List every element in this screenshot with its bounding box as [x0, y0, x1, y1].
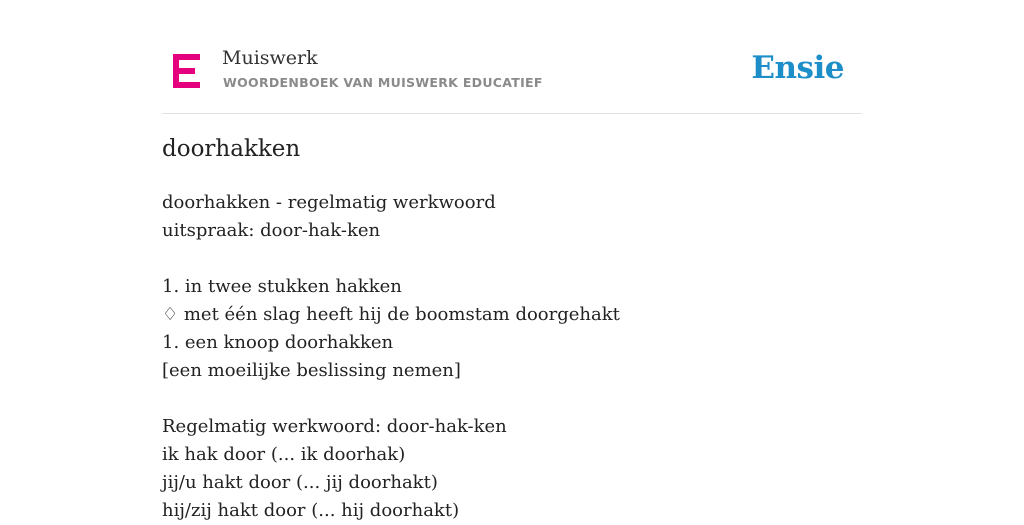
entry-line-conjugation-2: jij/u hakt door (... jij doorhakt)	[162, 472, 438, 493]
entry-line-headword: doorhakken - regelmatig werkwoord	[162, 192, 496, 213]
entry-line-meaning: 1. in twee stukken hakken	[162, 276, 402, 297]
entry-line-expression: 1. een knoop doorhakken	[162, 332, 394, 353]
site-header	[162, 40, 862, 114]
brand-name[interactable]: Muiswerk	[222, 47, 318, 69]
ensie-logo[interactable]: Ensie	[751, 50, 844, 86]
entry-line-example: ♢ met één slag heeft hij de boomstam doorgehakt	[162, 304, 620, 325]
entry-line-pronunciation: uitspraak: door-hak-ken	[162, 220, 381, 241]
entry-line-conjugation-1: ik hak door (... ik doorhak)	[162, 444, 406, 465]
muiswerk-logo-icon[interactable]	[173, 54, 201, 88]
brand-subtitle: WOORDENBOEK VAN MUISWERK EDUCATIEF	[223, 75, 543, 90]
entry-line-conjugation-3: hij/zij hakt door (... hij doorhakt)	[162, 500, 460, 521]
entry-line-expression-meaning: [een moeilijke beslissing nemen]	[162, 360, 461, 381]
entry-line-conjugation-title: Regelmatig werkwoord: door-hak-ken	[162, 416, 507, 437]
entry-title: doorhakken	[162, 136, 301, 162]
entry-definition	[162, 189, 862, 525]
blank-line	[162, 245, 862, 273]
blank-line	[162, 385, 862, 413]
